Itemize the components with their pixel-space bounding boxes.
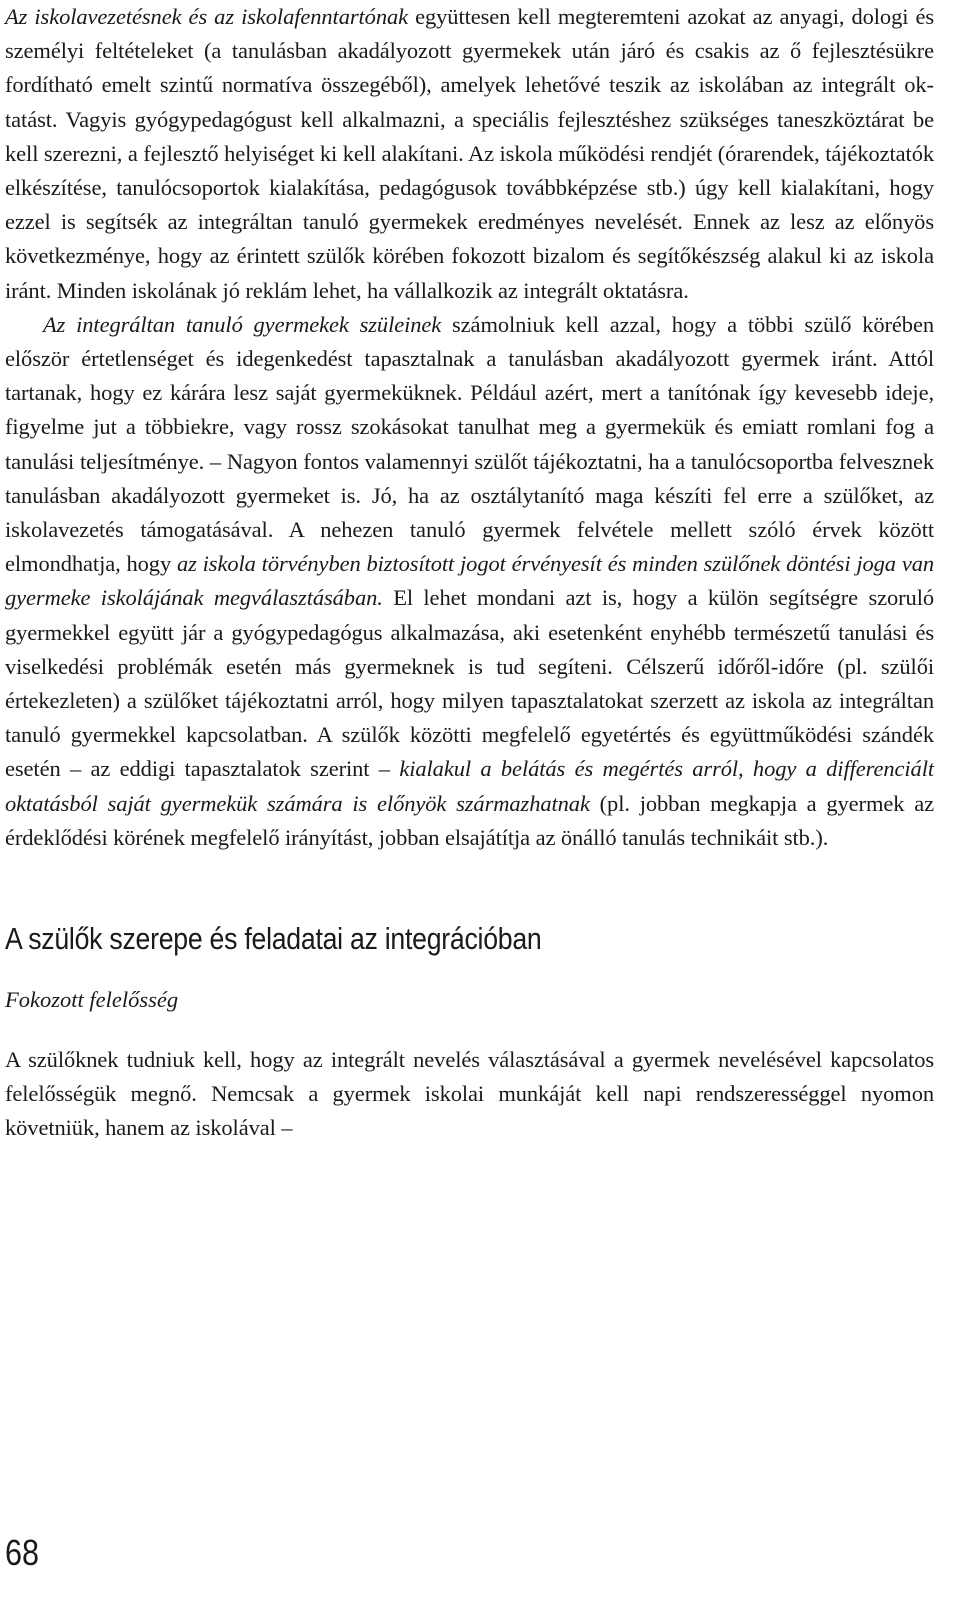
paragraph-text: számolniuk kell azzal, hogy a többi szülő körében először értetlenséget és idegenkedést tapasztalnak a tanulásban akadályozott gyermek iránt. Attól tartanak, hogy ez kárára lesz saját gyermeküknek. Például azért, mert a tanítónak így kevesebb ideje, figyelme jut a többiekre, vagy rossz szokásokat tanulhat meg a gyermekük és emiatt romlani fog a tanulási teljesítménye. – Nagyon fontos valamennyi szülőt tájékoztatni, ha a tanulócsoportba felvesznek tanulásban akadályozott gyermeket is. Jó, ha az osztálytanító maga készíti fel erre a szülőket, az iskolavezetés támogatásával. A nehezen tanuló gyermek felvétele mellett szóló érvek között elmondhatja, hogy xyxy=(5,311,934,577)
paragraph-responsibility: A szülőknek tudniuk kell, hogy az integrált nevelés választásával a gyermek nevelésével kapcsolatos felelősségük megnő. Nemcsak a gyermek iskolai munkáját kell napi rendszerességgel nyomon követniük, hanem az iskolával – xyxy=(5,1047,934,1141)
paragraph-parents-of-integrated xyxy=(5,308,934,855)
paragraph-text: (pl. jobban megkapja a gyermek az érdeklődési körének megfelelő irányítást, jobban elsajátítja az önálló tanulás technikáit stb.). xyxy=(5,790,934,850)
italic-emphasis-law: az iskola törvényben biztosított jogot érvényesít és minden szülőnek döntési joga van gyermeke iskolájának megválasztásában. xyxy=(5,551,935,611)
italic-emphasis-benefits: kialakul a belátás és megértés arról, hogy a differenciált oktatásból saját gyermekük számára is előnyök származhatnak xyxy=(5,756,934,816)
italic-lead-parents: Az integráltan tanuló gyermekek szüleinek xyxy=(43,311,442,337)
page-number: 68 xyxy=(5,1532,40,1573)
italic-lead-school-management: Az iskolavezetésnek és az iskolafenntartónak xyxy=(5,4,409,29)
subsection-heading: Fokozott felelősség xyxy=(5,987,179,1013)
paragraph-text: együttesen kell megteremteni azokat az anyagi, dologi és személyi feltételeket (a tanulásban akadályozott gyermekek után járó és csakis az ő fejlesztésükre fordítható emelt szintű normatíva összegéből), amelyek lehetővé teszik az iskolában az integrált oktatást. Vagyis gyógypedagógust kell alkalmazni, a speciális fejlesztéshez szükséges taneszköztárat be kell szerezni, a fejlesztő helyiséget ki kell alakítani. Az iskola működési rendjét (órarendek, tájékoztatók elkészítése, tanulócsoportok kialakítása, pedagógusok továbbképzése stb.) úgy kell kialakítani, hogy ezzel is segítsék az integráltan tanuló gyermekek eredményes nevelését. Ennek az lesz az előnyös következménye, hogy az érintett szülők körében fokozott bizalom és segítőkészség alakul ki az iskola iránt. Minden iskolának jó reklám lehet, ha vállalkozik az integrált oktatásra. xyxy=(5,4,934,303)
document-page xyxy=(5,0,934,1146)
paragraph-text: El lehet mondani azt is, hogy a külön segítségre szoruló gyermekkel együtt jár a gyógypedagógus alkalmazása, aki esetenként enyhébb természetű tanulási és viselkedési problémák esetén más gyermeknek is tud segíteni. Célszerű időről-időre (pl. szülői értekezleten) a szülőket tájékoztatni arról, hogy milyen tapasztalatokat szerzett az iskola az integráltan tanuló gyermekkel kapcsolatban. A szülők közötti megfelelő egyetértés és együttműködési szándék esetén – az eddigi tapasztalatok szerint – xyxy=(5,585,934,782)
section-heading: A szülők szerepe és feladatai az integrációban xyxy=(5,921,542,957)
paragraph-school-conditions xyxy=(5,0,934,308)
